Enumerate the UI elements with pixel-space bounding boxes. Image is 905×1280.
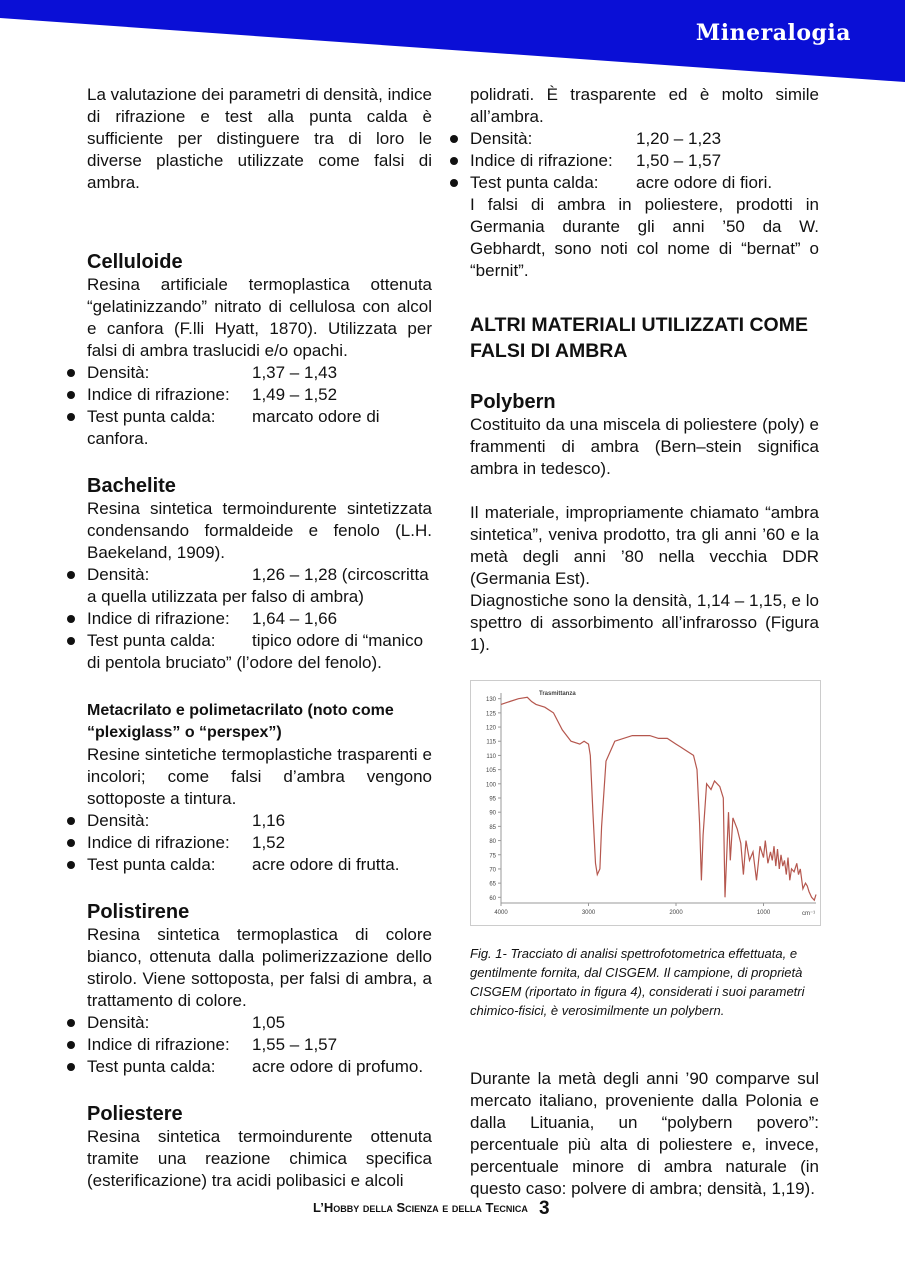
polybern-paragraph-2: Il materiale, impropriamente chiamato “ambra sintetica”, veniva prodotto, tra gli anni ’60 e la metà degli anni ’80 nella vecchia DDR (Germania Est).	[470, 503, 819, 588]
bachelite-body: Resina sintetica termoindurente sintetizzata condensando formaldeide e fenolo (L.H. Baekeland, 1909).	[87, 499, 432, 562]
bullet-label: Densità:	[87, 363, 150, 382]
poliestere-body: Resina sintetica termoindurente ottenuta tramite una reazione chimica specifica (esterificazione) tra acidi polibasici e alcoli	[87, 1127, 432, 1190]
figure-caption: Fig. 1- Tracciato di analisi spettrofotometrica effettuata, e gentilmente fornita, dal CISGEM. Il campione, di proprietà CISGEM (riportato in figura 4), considerati i suoi parametri chimico-fisici, è verosimilmente un polybern.	[470, 946, 805, 1018]
metacrilato-refraction	[87, 832, 432, 854]
bullet-value: 1,16	[252, 811, 286, 830]
celluloide-hot-test	[87, 406, 432, 450]
x-tick-label: 1000	[756, 910, 771, 916]
y-tick-label: 100	[485, 782, 496, 789]
ir-spectrum-figure	[470, 680, 821, 926]
x-tick-label: 4000	[494, 910, 508, 916]
chart-title: Trasmittanza	[539, 691, 576, 697]
bullet-label: Indice di rifrazione:	[87, 385, 230, 404]
bachelite-density	[87, 564, 432, 608]
poliestere-hot-test	[470, 172, 819, 194]
bullet-value: 1,50 – 1,57	[636, 151, 722, 170]
bullet-value: 1,64 – 1,66	[252, 609, 338, 628]
celluloide-density	[87, 362, 432, 384]
metacrilato-density	[87, 810, 432, 832]
polistirene-hot-test	[87, 1056, 432, 1078]
closing-paragraph: Durante la metà degli anni ’90 comparve sul mercato italiano, proveniente dalla Polonia e dalla Lituania, un “polybern povero”: percentuale più alta di poliestere e, invece, percentuale minore di ambra naturale (in questo caso: polvere di ambra; densità, 1,19).	[470, 1069, 819, 1198]
bullet-value: acre odore di fiori.	[636, 173, 773, 192]
right-column	[470, 84, 819, 1200]
left-column	[87, 84, 432, 1192]
bullet-value: 1,26 – 1,28 (circoscritta a quella utilizzata per falso di ambra)	[87, 565, 429, 606]
bullet-label: Densità:	[87, 811, 150, 830]
y-tick-label: 85	[489, 824, 496, 831]
metacrilato-hot-test	[87, 854, 432, 876]
celluloide-refraction	[87, 384, 432, 406]
y-tick-label: 75	[489, 853, 496, 860]
y-tick-label: 60	[489, 895, 496, 902]
y-tick-label: 105	[485, 768, 496, 775]
bullet-label: Densità:	[87, 565, 150, 584]
bachelite-hot-test	[87, 630, 432, 674]
bullet-value: acre odore di frutta.	[252, 855, 400, 874]
bullet-value: 1,05	[252, 1013, 286, 1032]
poliestere-density	[470, 128, 819, 150]
section-banner	[0, 0, 905, 82]
bullet-value: acre odore di profumo.	[252, 1057, 424, 1076]
transmittance-series-line	[501, 697, 816, 900]
celluloide-heading: Celluloide	[87, 251, 183, 273]
polistirene-refraction	[87, 1034, 432, 1056]
x-tick-label: 3000	[581, 910, 596, 916]
y-tick-label: 65	[489, 881, 496, 888]
polybern-heading: Polybern	[470, 391, 556, 413]
y-tick-label: 70	[489, 867, 496, 874]
intro-paragraph: La valutazione dei parametri di densità, indice di rifrazione e test alla punta calda è sufficiente per distinguere tra di loro le diverse plastiche utilizzate come falsi di ambra.	[87, 85, 432, 192]
bullet-label: Test punta calda:	[470, 173, 599, 192]
bullet-value: marcato odore di canfora.	[87, 407, 380, 448]
bachelite-refraction	[87, 608, 432, 630]
ir-spectrum-chart	[471, 681, 820, 925]
polistirene-body: Resina sintetica termoplastica di colore bianco, ottenuta dalla polimerizzazione dello stirolo. Viene sottoposta, per falsi di ambra, a trattamento di colore.	[87, 925, 432, 1010]
y-tick-label: 80	[489, 839, 496, 846]
bullet-value: 1,55 – 1,57	[252, 1035, 338, 1054]
bachelite-heading: Bachelite	[87, 475, 176, 497]
bullet-label: Indice di rifrazione:	[470, 151, 613, 170]
bullet-label: Densità:	[87, 1013, 150, 1032]
journal-name: L’Hobby della Scienza e della Tecnica	[313, 1200, 528, 1215]
bullet-value: 1,37 – 1,43	[252, 363, 338, 382]
section-title: Mineralogia	[695, 20, 851, 46]
bullet-label: Indice di rifrazione:	[87, 833, 230, 852]
polistirene-density	[87, 1012, 432, 1034]
metacrilato-body: Resine sintetiche termoplastiche trasparenti e incolori; come falsi d’ambra vengono sottoposte a tintura.	[87, 745, 432, 808]
bullet-value: 1,52	[252, 833, 286, 852]
bullet-value: tipico odore di “manico di pentola bruciato” (l’odore del fenolo).	[87, 631, 424, 672]
page-number: 3	[539, 1198, 550, 1219]
bullet-label: Test punta calda:	[87, 855, 216, 874]
altri-materiali-heading: ALTRI MATERIALI UTILIZZATI COME FALSI DI AMBRA	[470, 314, 808, 362]
poliestere-refraction	[470, 150, 819, 172]
bullet-value: 1,20 – 1,23	[636, 129, 722, 148]
bullet-label: Test punta calda:	[87, 631, 216, 650]
x-axis-label: cm⁻¹	[802, 911, 816, 917]
x-tick-label: 2000	[669, 910, 683, 916]
bullet-label: Indice di rifrazione:	[87, 609, 230, 628]
poliestere-heading: Poliestere	[87, 1103, 183, 1125]
poliestere-continued: polidrati. È trasparente ed è molto simile all’ambra.	[470, 85, 819, 126]
y-tick-label: 110	[486, 753, 496, 760]
bullet-label: Densità:	[470, 129, 533, 148]
polybern-paragraph-1: Costituito da una miscela di poliestere (poly) e frammenti di ambra (Bern–stein significa ambra in tedesco).	[470, 415, 819, 478]
bullet-label: Test punta calda:	[87, 407, 216, 426]
celluloide-body: Resina artificiale termoplastica ottenuta “gelatinizzando” nitrato di cellulosa con alcol e canfora (F.lli Hyatt, 1870). Utilizzata per falsi di ambra traslucidi e/o opachi.	[87, 275, 432, 360]
polybern-paragraph-3: Diagnostiche sono la densità, 1,14 – 1,15, e lo spettro di assorbimento all’infrarosso (Figura 1).	[470, 591, 819, 654]
y-tick-label: 90	[489, 810, 496, 817]
bullet-label: Test punta calda:	[87, 1057, 216, 1076]
polistirene-heading: Polistirene	[87, 901, 190, 923]
y-tick-label: 125	[485, 711, 496, 718]
y-tick-label: 130	[485, 697, 496, 704]
y-tick-label: 95	[489, 796, 496, 803]
journal-footer	[313, 1200, 528, 1215]
bullet-value: 1,49 – 1,52	[252, 385, 338, 404]
bullet-label: Indice di rifrazione:	[87, 1035, 230, 1054]
metacrilato-heading: Metacrilato e polimetacrilato (noto come “plexiglass” o “perspex”)	[87, 702, 394, 741]
poliestere-note: I falsi di ambra in poliestere, prodotti in Germania durante gli anni ’50 da W. Gebhardt, sono noti col nome di “bernat” o “bernit”.	[470, 195, 819, 280]
y-tick-label: 115	[486, 739, 496, 746]
y-tick-label: 120	[485, 725, 496, 732]
